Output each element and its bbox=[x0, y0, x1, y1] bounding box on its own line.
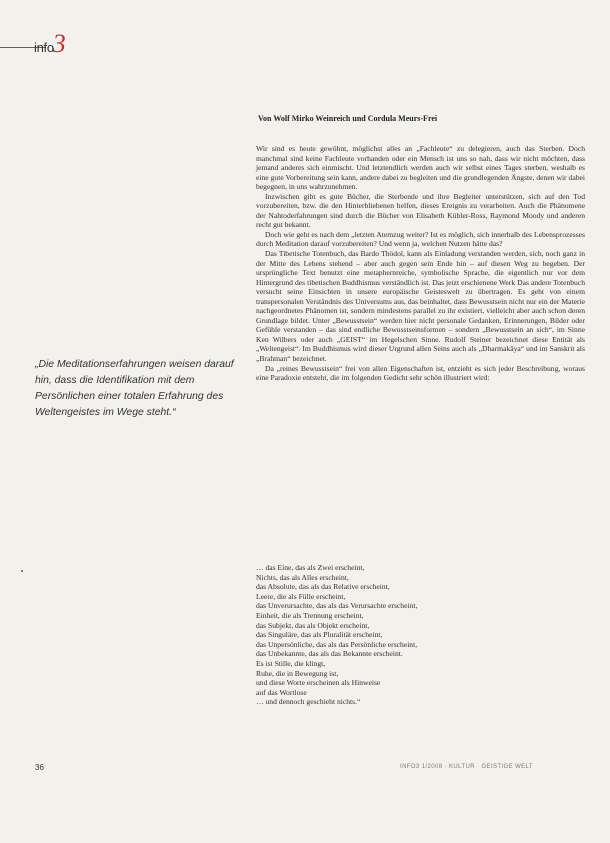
poem-line: das Singuläre, das als Pluralität erscheint, bbox=[256, 630, 383, 640]
article-paragraph: Wir sind es heute gewöhnt, möglichst alles an „Fachleute“ zu delegieren, auch das Sterben. Doch manchmal sind keine Fachleute vorhanden oder ein Mensch ist uns so nah, dass wir nicht möchten, dass jemand anderes sich einmischt. Und letztendlich werden auch wir selbst eines Tages sterben, weshalb es eine gute Vorbereitung sein kann, andere dabei zu begleiten und die grundlegenden Ängste, denen wir dabei begegnen, in uns wahrzunehmen. bbox=[256, 144, 585, 192]
article-paragraph: Das Tibetische Totenbuch, das Bardo Thödol, kann als Einladung verstanden werden, sich, noch ganz in der Mitte des Lebens stehend – aber auch gegen sein Ende hin – auf diesen Weg zu begeben. Der ursprüngliche Text benutzt eine metaphernreiche, symbolische Sprache, die eigentlich nur vor dem Hintergrund des tibetischen Buddhismus verständlich ist. Das jetzt erschienene Werk Das andere Totenbuch versucht seine Einsichten in unsere europäische Geisteswelt zu übertragen. Es geht von einem transpersonalen Verständnis des Universums aus, das beinhaltet, dass Bewusstsein nicht nur ein der Materie nachgeordnetes Phänomen ist, sondern mindestens parallel zu ihr existiert, vielleicht aber auch schon deren Grundlage bildet. Unter „Bewusstsein“ werden hier nicht personale Gedanken, Erinnerungen, Bilder oder Gefühle verstanden – das sind endliche Bewusstseinsformen – sondern „Bewusstsein an sich“, im Sinne Ken Wilbers oder auch „GEIST“ im Hegelschen Sinne. Rudolf Steiner bezeichnet diese Entität als „Weltengeist“. Im Buddhismus wird dieser Urgrund allen Seins auch als „Dharmakâya“ und im Sanskrit als „Brahman“ bezeichnet. bbox=[256, 249, 585, 364]
poem-line: Nichts, das als Alles erscheint, bbox=[256, 572, 349, 582]
poem bbox=[256, 563, 556, 707]
article-paragraph: Inzwischen gibt es gute Bücher, die Sterbende und ihre Begleiter unterstützen, sich auf den Tod vorzubereiten, bzw. die den Hinterbliebenen helfen, dieses Ereignis zu verarbeiten. Auch die Phänomene der Nahtoderfahrungen sind durch die Bücher von Elisabeth Kübler-Ross, Raymond Moody und anderen recht gut bekannt. bbox=[256, 191, 585, 230]
page-number: 36 bbox=[35, 763, 44, 772]
poem-line: Einheit, die als Trennung erscheint, bbox=[256, 610, 364, 620]
article-paragraph: Da „reines Bewusstsein“ frei von allen Eigenschaften ist, entzieht es sich jeder Beschreibung, woraus eine Paradoxie entsteht, die im folgenden Gedicht sehr schön illustriert wird: bbox=[256, 363, 585, 383]
article-body bbox=[256, 144, 585, 383]
pull-quote: „Die Meditationserfahrungen weisen darauf hin, dass die Identifikation mit dem Persönlichen einer totalen Erfahrung des Weltengeistes im Wege steht.“ bbox=[35, 359, 234, 418]
poem-line: … das Eine, das als Zwei erscheint, bbox=[256, 563, 365, 572]
poem-line: und diese Worte erscheinen als Hinweise bbox=[256, 678, 381, 688]
poem-line: … und dennoch geschieht nichts.“ bbox=[256, 697, 361, 707]
poem-line: das Unverursachte, das als das Verursachte erscheint, bbox=[256, 601, 418, 611]
poem-line: Es ist Stille, die klingt, bbox=[256, 658, 326, 668]
logo-number: 3 bbox=[52, 29, 66, 58]
poem-line: das Subjekt, das als Objekt erscheint, bbox=[256, 620, 370, 630]
byline: Von Wolf Mirko Weinreich und Cordula Meurs-Frei bbox=[258, 114, 438, 123]
poem-line: das Unbekannte, das als das Bekannte erscheint. bbox=[256, 649, 403, 659]
magazine-logo bbox=[34, 31, 66, 57]
logo-text: info bbox=[34, 40, 54, 55]
poem-line: auf das Wortlose bbox=[256, 687, 307, 697]
poem-line: Ruhe, die in Bewegung ist, bbox=[256, 668, 339, 678]
poem-line: das Unpersönliche, das als das Persönliche erscheint, bbox=[256, 639, 418, 649]
poem-line: das Absolute, das als das Relative erscheint, bbox=[256, 582, 390, 592]
footer-source: INFO3 1/2008 · KULTUR · GEISTIGE WELT bbox=[400, 764, 533, 770]
poem-line: Leere, die als Fülle erscheint, bbox=[256, 591, 346, 601]
article-paragraph: Doch wie geht es nach dem „letzten Atemzug weiter? Ist es möglich, sich innerhalb des Lebensprozesses durch Meditation darauf vorzubereiten? Und wenn ja, welchen Nutzen hätte das? bbox=[256, 229, 585, 249]
margin-dot bbox=[21, 570, 23, 572]
